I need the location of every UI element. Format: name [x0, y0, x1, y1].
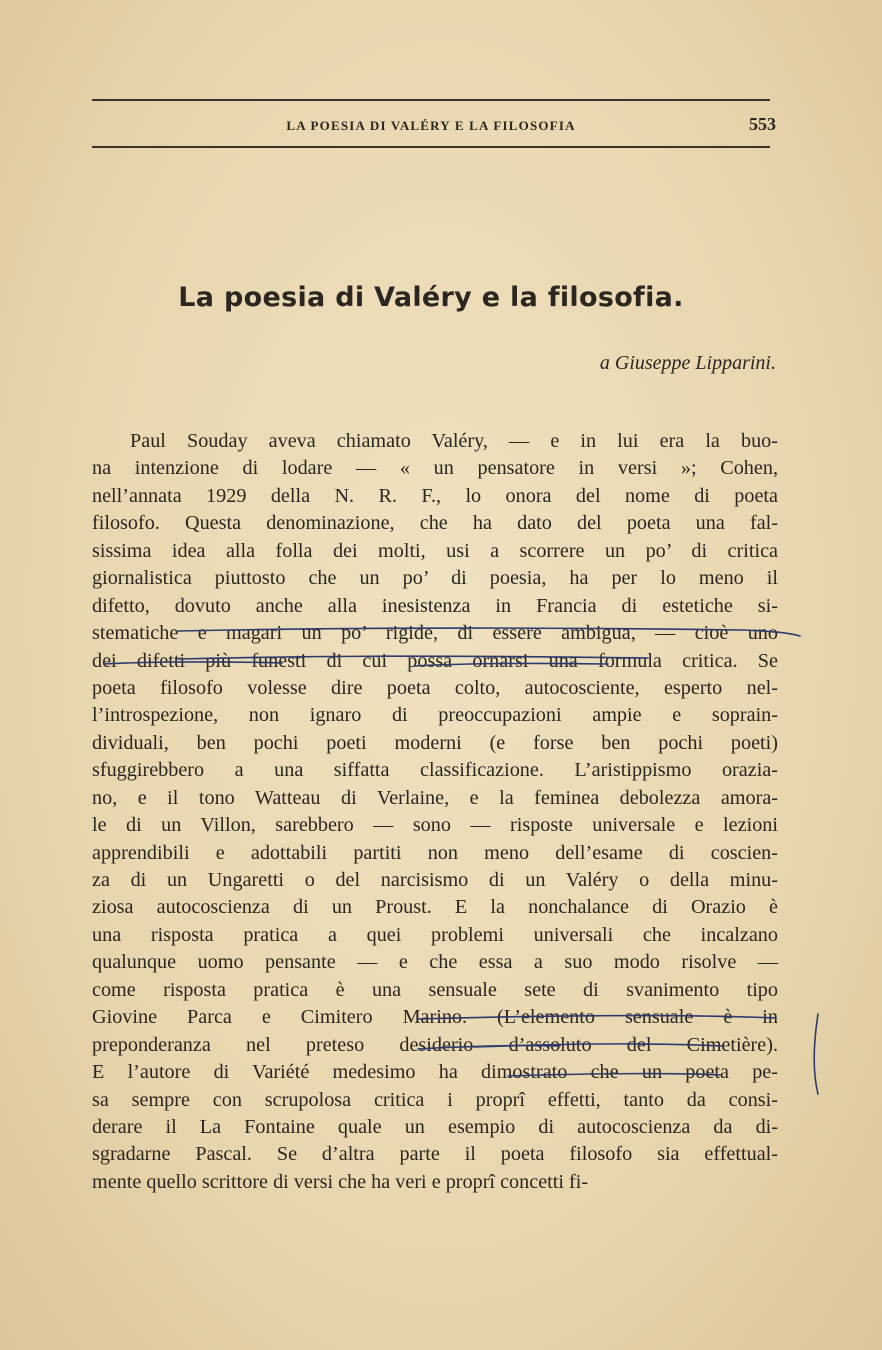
running-title: LA POESIA DI VALÉRY E LA FILOSOFIA	[286, 118, 576, 133]
text-line: na intenzione di lodare — « un pensatore in versi »; Cohen,	[92, 457, 778, 480]
text-line: una risposta pratica a quei problemi universali che incalzano	[92, 923, 778, 946]
text-line: stematiche e magari un po’ rigide, di essere ambigua, — cioè uno	[92, 622, 778, 645]
text-line: sa sempre con scrupolosa critica i proprî effetti, tanto da consi-	[92, 1088, 778, 1111]
header-rule-top	[92, 99, 770, 101]
text-line: Paul Souday aveva chiamato Valéry, — e in lui era la buo-	[130, 430, 778, 452]
text-line: Giovine Parca e Cimitero Marino. (L’elemento sensuale è in	[92, 1006, 778, 1029]
text-line: le di un Villon, sarebbero — sono — risposte universale e lezioni	[92, 814, 778, 837]
body-text	[92, 428, 778, 1196]
article-title: La poesia di Valéry e la filosofia.	[178, 282, 684, 313]
text-line: mente quello scrittore di versi che ha veri e proprî concetti fi-	[92, 1170, 589, 1193]
text-line: come risposta pratica è una sensuale sete di svanimento tipo	[92, 978, 778, 1001]
text-line: no, e il tono Watteau di Verlaine, e la feminea debolezza amora-	[92, 786, 778, 809]
text-line: derare il La Fontaine quale un esempio di autocoscienza da di-	[92, 1115, 778, 1138]
text-line: za di un Ungaretti o del narcisismo di un Valéry o della minu-	[92, 869, 778, 891]
text-line: sissima idea alla folla dei molti, usi a scorrere un po’ di critica	[92, 539, 778, 562]
dedication: a Giuseppe Lipparini.	[599, 352, 776, 374]
text-line: poeta filosofo volesse dire poeta colto, autocosciente, esperto nel-	[92, 676, 778, 699]
text-line: nell’annata 1929 della N. R. F., lo onora del nome di poeta	[92, 484, 778, 507]
text-line: sgradarne Pascal. Se d’altra parte il poeta filosofo sia effettual-	[92, 1143, 778, 1166]
text-line: dividuali, ben pochi poeti moderni (e forse ben pochi poeti)	[92, 731, 778, 754]
running-head	[92, 114, 776, 138]
text-line: giornalistica piuttosto che un po’ di poesia, ha per lo meno il	[92, 567, 778, 590]
text-line: dei difetti più funesti di cui possa ornarsi una formula critica. Se	[92, 649, 778, 672]
text-line: difetto, dovuto anche alla inesistenza in Francia di estetiche si-	[92, 594, 778, 617]
page-number: 553	[749, 114, 776, 134]
text-line: l’introspezione, non ignaro di preoccupazioni ampie e soprain-	[92, 704, 778, 727]
text-line: sfuggirebbero a una siffatta classificazione. L’aristippismo orazia-	[92, 759, 778, 782]
text-line: E l’autore di Variété medesimo ha dimostrato che un poeta pe-	[92, 1061, 778, 1084]
pencil-margin-mark	[814, 1014, 818, 1094]
text-line: filosofo. Questa denominazione, che ha dato del poeta una fal-	[92, 512, 778, 535]
text-line: ziosa autocoscienza di un Proust. E la nonchalance di Orazio è	[92, 896, 778, 919]
text-line: qualunque uomo pensante — e che essa a suo modo risolve —	[92, 951, 778, 974]
text-line: preponderanza nel preteso desiderio d’assoluto del Cimetière).	[92, 1033, 778, 1056]
text-line: apprendibili e adottabili partiti non meno dell’esame di coscien-	[92, 841, 778, 864]
header-rule-bottom	[92, 146, 770, 148]
